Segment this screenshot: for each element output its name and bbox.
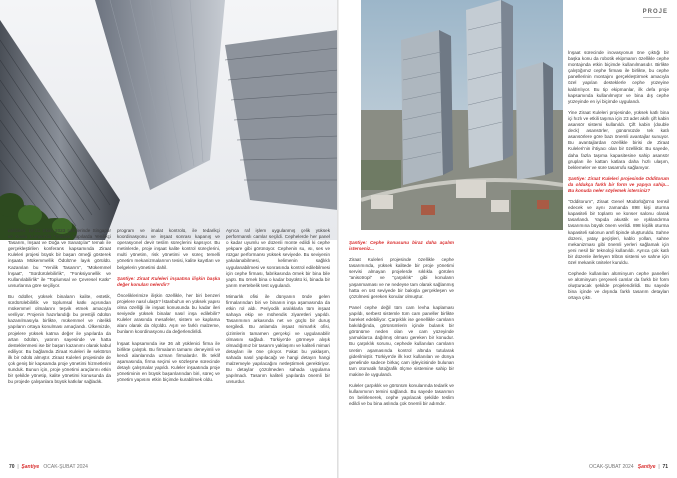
paragraph: Cephede kullanılan alüminyum cephe panelleri ve alüminyum çerçeveli camlar da farklı bir form oluşturacak şekilde projelendirildi. Bu sayede bina içinde ve dışında farklı tasarım detayları ortaya çıktı. [568, 271, 669, 301]
left-column-1 [8, 228, 111, 463]
paragraph: İnşaat sürecinde inovasyonun öne çıktığı bir başka konu da robotik ekipmanın özellikle cephe montajında etkin biçimde kullanılmasıdır. Birlikte çalıştığımız cephe firması ile birlikte, bu cephe panellerinin montajını gerçekleştirmek amacıyla özel yapılan desteklerle cephe yüzeyine kaldırılıyor. Bu tip ekipmanlar, ilk defa proje kapsamında kullanılmıştır ve bina dış cephe yüzeyinde en iyi biçimde uygulandı. [568, 50, 669, 104]
paragraph: rakiblesi: 16-21 Ekim 2023 tarihlerinde Singapur ve Kuala Lumpur'da "Yüksek Yapılarda Yenilikçi Tasarım, İnşaat ve Doğa ve Sanatçılar" temalı ile gerçekleştirilen konferans kapsamında Ziraat Kuleleri projesi büyük bir başarı örneği gösterek inşaata Mükemmellik Ödülü'ne layık görüldü. Kazanılan bu "Yenilik Tasarım", "Mükemmel İnşaat", "Sürdürülebilirlik", "Fonksiyonellik ve Kullanılabilirlik" ile "Toplumsal ve Çevresel Katkı" unsurlarına göre seçiliyor. [8, 228, 111, 288]
aerial-photo [361, 0, 563, 230]
section-label: PROJE [642, 9, 668, 15]
paragraph: Bu ödüller, yüksek binaların kalite, estetik, sürdürülebilirlik ve toplumsal katkı açısından mükemmel olmalarını teşvik etmek amacıyla veriliyor. Projenin hazırlandığı bu prestijli ödülün kazanılmasıyla birlikte, mükemmel ve nitelikli yapıların ortaya konulması amaçlandı. Ülkemizde, projelere yüksek katma değer ile yapılarda da artan ödülün, yatırım sayesinde ve hatta desteklenmesi ise bir başarı kazanımı olarak kabul ediliyor. Bu bağlamda Ziraat Kuleleri ile sektörün ilk bir ödülü almıştır. Ziraat Kuleleri projesinde de çok geniş bir kapsamda proje yönetimi hizmetlerini sunduk. Bunun için, proje yönetimi araçlarını etkin bir şekilde yönetip, kalite yönetimi konusunda da bu projede çalışanlara büyük katkılar sağladık. [8, 293, 111, 385]
paragraph: Yine Ziraat Kuleleri projesinde, yüksek katlı bina içi hızlı ve etkili taşıma için 23 adet akıllı çift kabin asansör sistemi kullanıldı. Çift kabin (double deck) asansörler, günümüzde tek katlı asansörlere göre bazı önemli avantajlar sunuyor. Bu avantajlardan özellikle birisi de Ziraat Kuleleri'nin ihtiyacı olan bir özelliktir. Bu sayede, daha fazla taşıma kapasitesine sahip asansör grupları ile kattan katlara daha hızlı ulaşım, beklemeler ve süre tasarrufu sağlanıyor. [568, 109, 669, 170]
page-number: 70 [9, 464, 15, 470]
paragraph: İnşaat kapsamında ise 36 alt yüklenici firma ile birlikte çalıştık. Bu firmaların tamamı deneyimli ve kendi alanlarında uzman firmalardır. İlk teklif aşamasında, firma seçimi ve sözleşme sürecinde detaylı çalışmalar yapıldı. Kuleler inşaatında proje yönetiminin en büyük başarılarından biri, süreç ve yönetim yapısını etkin biçimde kurabilmek oldu. [117, 340, 220, 383]
paragraph: "Odditorum", Ziraat Genel Müdürlüğü'nü temsil edecek ve aynı zamanda 898 kişi oturma kapasiteli bir toplantı ve konser salonu olarak tasarlandı. Yapıda akustik ve ışıklandırma tasarımına büyük önem verildi. 898 kişilik oturma kapasiteli salonun amfi tipinde oluşturuldu. Sahne düzeni, yatay geçişleri, kablo yolları, sahne mekanizması gibi önemli yerleri sağlamak için yeni nesil bir teknoloji kullanıldı. Ayrıca çok katlı bir düzenle ilerleyen tribün sistemi ve sahne için özel mekanik üniteler kuruldu. [568, 199, 669, 265]
paragraph: Önceliklerimize ilişkin özellikle, her biri benzeri projelere nasıl ulaştı? İstanbul'un en yüksek yapısı olma özelliği ile inşaat konusunda bu kadar ileri seviyede yüksek binalar nasıl inşa edilebilir? Kuleler arasında mesafeler, sistem ve kaplama alanı olarak da ölçüldü. Aşırı ve farklı malzeme, bunların koordinasyonu da değerlendirildi. [117, 292, 220, 335]
interview-question: Şantiye: Ziraat Kuleleri inşaatına ilişkin başka değer konuları nelerdir? [117, 275, 220, 287]
page-footer-left: 70 | Şantiye OCAK-ŞUBAT 2024 [9, 464, 88, 470]
paragraph: Ziraat Kuleleri projesinde özellikle cephe tasarımında, yüksek kalitede bir proje yönetimi servisi almayan projelerde sıklıkla görülen "anisotropi" ve "çarpıklık" gibi konuların yaşanmaması ve ne nedeyse tam olarak sağlanmış hatta en üst seviyede bir bakışla gerçekleşen ve çözülmesi gereken konular olmuştur. [349, 257, 454, 299]
interview-question: Şantiye: Ziraat Kuleleri projesinde Odditorum da oldukça farklı bir form ve yapıya sahip... Bu konuda neler söylemek istersiniz? [568, 175, 669, 193]
left-column-3 [226, 228, 330, 463]
right-column-2 [568, 50, 669, 465]
left-page [0, 0, 338, 478]
right-page [339, 0, 677, 478]
towers-photo [0, 0, 338, 240]
issue-date: OCAK-ŞUBAT 2024 [43, 464, 88, 470]
page-number: 71 [662, 464, 668, 470]
paragraph: Mimarlık ofisi ile dünyanın önde gelen firmalarından biri ve binanın inşa aşamasında da etkin rol aldı. Periyodik aralıklarla tüm inşaat sahaya ekip ve mühendis ziyaretleri yapıldı. Tasarımının arkasında net ve güçlü bir duruş sergiledi. Bu anlamda inşaat mimarlık ofisi, çizimlerin tamamen gerçekçi ve uygulanabilir olmasını sağladı. Türkiye'de görmeye alışık olmadığımız bir tasarım yaklaşımı ve kaliteli mimari detayları ile öne çıkıyor. Fakat bu yaklaşım, sahada nasıl yapılacağı ve hangi detayın hangi malzemeyle yapılacağını netleştirmek gerektiriyor. Bu detaylar çözülmeden sahada uygulama yapılmadı. Tasarım kaliteli yapılarda önemli bir unsurdur. [226, 293, 330, 385]
left-column-2 [117, 228, 220, 463]
issue-date: OCAK-ŞUBAT 2024 [589, 464, 634, 470]
paragraph: Panel cephe değil tüm cam levha kaplaması yapıldı, serbest sistemle tüm cam paneller birlikte hareket edebiliyor. Çarpıklık ise genellikle camların bakıldığında, görünümlerin içinde bulanık bir görünüme neden olan ve cam yüzeyinde yamuklarca dağılmış olması gereken bir konudur. Bu çarpıklık sorunu, cephede kullanılan camların üretim aşamasında kontrol altında tutularak giderilmiştir. Türkiye'de ilk kez kullanılan ve dünya genelinde sadece birkaç cam işleyicisinde bulunan tam otomatik fotoğrafik ölçme sistemine sahip bir makine ile uygulandı. [349, 304, 454, 377]
right-column-1 [349, 240, 454, 465]
paragraph: program ve imalat kontrolü, ile tedarikçi koordinasyonu ve inşaat sonrası kapanış ve operasyonel devir teslim süreçlerini kapsıyor. Bu metinlerde, proje inşaat kalite kontrol süreçlerini, multi yönetim, risk yönetimi ve süreç temelli yönetim mekanizmalarının tesisi, kalite kayıtları ve belgelerin yönetimi dahil. [117, 228, 220, 270]
interview-question: Şantiye: Cephe konusunu biraz daha açalım isterseniz... [349, 240, 454, 252]
magazine-brand: Şantiye [21, 464, 40, 470]
paragraph: Ayrıca raf işlem uygulanmış çelik yüksek performanslı camlar seçildi. Cephelerde her panel o kadar uyumlu ve düzenli monte edildi ki cephe yekpare gibi görünüyor. Cephenin su, ısı, ses ve rüzgar performansı yüksek seviyede. Bu seviyenin yakalanabilmesi, kelimenin sağlıklı uygulanabilmesi ve sonrasında kontrol edilebilmesi için cephe firması, fabrikasında örnek bir bina bile yaptı. Bu örnek bina o kadar büyüktü ki, binada bir yarım mertebelik test uygulandı. [226, 228, 330, 288]
page-footer-right: OCAK-ŞUBAT 2024 Şantiye | 71 [589, 464, 668, 470]
paragraph: Kuleler çarpıklık ve görünüm konularında tedarik ve kullanımının temini sağlandı. Bu sayede tasarımın ön belirlenerek, cephe yapılacak şekilde teslim edildi ve bu bina aslında çok önemli bir adımdır. [349, 382, 454, 407]
magazine-brand: Şantiye [637, 464, 656, 470]
